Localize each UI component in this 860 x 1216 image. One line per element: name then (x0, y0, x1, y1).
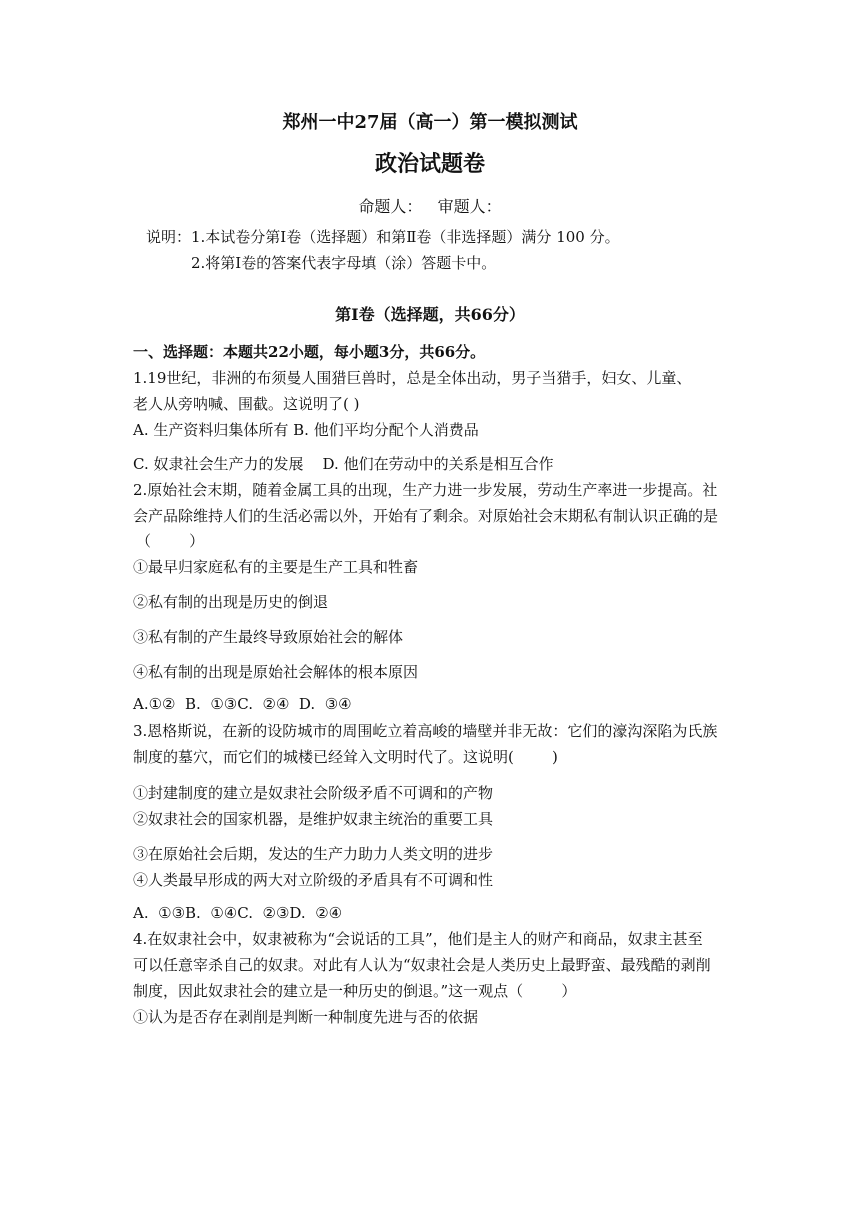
question-3-statement-2: ②奴隶社会的国家机器，是维护奴隶主统治的重要工具 (133, 810, 494, 828)
part-heading: 一、选择题：本题共22小题，每小题3分，共66分。 (133, 343, 486, 361)
question-3-line-1: 3.恩格斯说，在新的设防城市的周围屹立着高峻的墙壁并非无故：它们的濠沟深陷为氏族 (133, 722, 718, 740)
question-3-statement-1: ①封建制度的建立是奴隶社会阶级矛盾不可调和的产物 (133, 784, 494, 802)
question-2-statement-2: ②私有制的出现是历史的倒退 (133, 593, 329, 611)
question-1-line-1: 1.19世纪，非洲的布须曼人围猎巨兽时，总是全体出动，男子当猎手，妇女、儿童、 (133, 369, 692, 387)
question-2-line-3: （ ） (136, 532, 205, 550)
question-4-statement-1: ①认为是否存在剥削是判断一种制度先进与否的依据 (133, 1008, 479, 1026)
question-2-line-2: 会产品除维持人们的生活必需以外，开始有了剩余。对原始社会末期私有制认识正确的是 (133, 507, 719, 525)
instruction-2: 2.将第Ⅰ卷的答案代表字母填（涂）答题卡中。 (191, 254, 497, 272)
instruction-1: 说明：1.本试卷分第Ⅰ卷（选择题）和第Ⅱ卷（非选择题）满分 100 分。 (146, 228, 620, 246)
question-2-statement-1: ①最早归家庭私有的主要是生产工具和牲畜 (133, 558, 419, 576)
question-1-options-1: A. 生产资料归集体所有 B. 他们平均分配个人消费品 (133, 421, 479, 439)
question-4-line-1: 4.在奴隶社会中，奴隶被称为“会说话的工具”，他们是主人的财产和商品，奴隶主甚至 (133, 930, 703, 948)
paper-title: 政治试题卷 (374, 151, 485, 177)
section-title: 第Ⅰ卷（选择题，共66分） (335, 305, 525, 324)
question-3-line-2: 制度的墓穴，而它们的城楼已经耸入文明时代了。这说明( ) (133, 748, 558, 766)
question-1-options-2: C. 奴隶社会生产力的发展 D. 他们在劳动中的关系是相互合作 (133, 455, 554, 473)
question-3-options: A. ①③B. ①④C. ②③D. ②④ (133, 904, 343, 922)
question-3-statement-4: ④人类最早形成的两大对立阶级的矛盾具有不可调和性 (133, 871, 494, 889)
school-title: 郑州一中27届（高一）第一模拟测试 (282, 112, 578, 133)
question-2-statement-3: ③私有制的产生最终导致原始社会的解体 (133, 628, 404, 646)
authors-line: 命题人： 审题人： (358, 197, 502, 216)
question-4-line-3: 制度，因此奴隶社会的建立是一种历史的倒退。”这一观点（ ） (133, 982, 577, 1000)
question-1-line-2: 老人从旁呐喊、围截。这说明了( ) (133, 395, 360, 413)
question-2-statement-4: ④私有制的出现是原始社会解体的根本原因 (133, 663, 419, 681)
question-4-line-2: 可以任意宰杀自己的奴隶。对此有人认为“奴隶社会是人类历史上最野蛮、最残酷的剥削 (133, 956, 711, 974)
question-2-options: A.①② B. ①③C. ②④ D. ③④ (133, 695, 352, 713)
question-3-statement-3: ③在原始社会后期，发达的生产力助力人类文明的进步 (133, 845, 494, 863)
question-2-line-1: 2.原始社会末期，随着金属工具的出现，生产力进一步发展，劳动生产率进一步提高。社 (133, 481, 718, 499)
